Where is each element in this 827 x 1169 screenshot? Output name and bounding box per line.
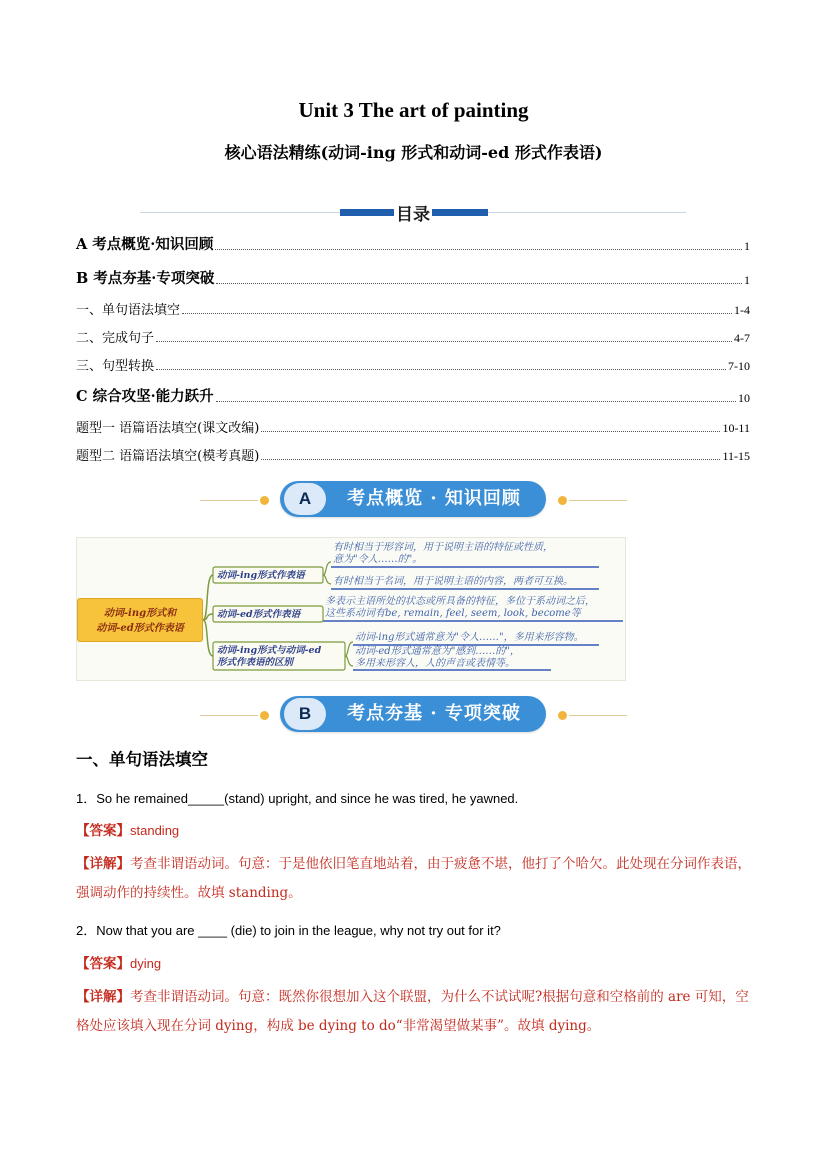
toc-leader-dots bbox=[182, 313, 732, 314]
banner-line-right bbox=[569, 715, 627, 716]
toc-entry-label: C 综合攻坚·能力跃升 bbox=[76, 388, 214, 405]
mindmap-note: 多表示主语所处的状态或所具备的特征，多位于系动词之后， bbox=[325, 596, 595, 607]
toc-leader-dots bbox=[216, 401, 736, 402]
toc-entry-page: 1 bbox=[744, 273, 750, 287]
detail-2 bbox=[76, 983, 752, 1041]
section-banner-b bbox=[200, 694, 626, 738]
banner-line-right bbox=[569, 500, 627, 501]
banner-letter: B bbox=[284, 698, 326, 730]
toc-entry-page: 1-4 bbox=[734, 303, 750, 317]
toc-entry[interactable] bbox=[76, 298, 750, 318]
mindmap-branch-ing: 动词-ing形式作表语 bbox=[217, 570, 305, 581]
toc-leader-dots bbox=[261, 431, 720, 432]
mindmap-root-line1: 动词-ing形式和 bbox=[103, 608, 177, 619]
mindmap-note: 有时相当于形容词，用于说明主语的特征或性质， bbox=[333, 542, 553, 553]
banner-text: 考点夯基 · 专项突破 bbox=[347, 703, 521, 724]
banner-dot-left bbox=[260, 711, 269, 720]
banner-dot-right bbox=[558, 496, 567, 505]
banner-pill bbox=[280, 696, 546, 732]
answer-tag: 【答案】 bbox=[76, 956, 130, 972]
toc-heading-label: 目录 bbox=[396, 205, 430, 225]
toc-entry-page: 10 bbox=[738, 391, 750, 405]
banner-dot-right bbox=[558, 711, 567, 720]
toc-entry-label: A 考点概览·知识回顾 bbox=[76, 236, 214, 253]
toc-entry-label: 题型一 语篇语法填空(课文改编) bbox=[76, 421, 260, 436]
toc-leader-dots bbox=[261, 459, 720, 460]
section-banner-a bbox=[200, 479, 626, 523]
answer-tag: 【答案】 bbox=[76, 823, 130, 839]
toc-entry[interactable] bbox=[76, 354, 750, 374]
toc-entry-page: 10-11 bbox=[722, 421, 750, 435]
question-1: 1．So he remained_____(stand) upright, and since he was tired, he yawned. bbox=[76, 791, 519, 806]
mindmap-root bbox=[77, 598, 203, 642]
mindmap-note: 意为"令人……的"。 bbox=[333, 554, 423, 565]
answer-1 bbox=[76, 816, 752, 846]
mindmap-note: 这些系动词有be, remain, feel, seem, look, become等 bbox=[325, 608, 581, 619]
toc-entry[interactable] bbox=[76, 326, 750, 346]
banner-dot-left bbox=[260, 496, 269, 505]
answer-value: dying bbox=[130, 956, 162, 971]
mindmap-note: 动词-ed形式通常意为"感到……的"， bbox=[355, 646, 520, 657]
mindmap-branch-diff-line2: 形式作表语的区别 bbox=[217, 657, 294, 668]
answer-value: standing bbox=[130, 823, 180, 838]
detail-text: 考查非谓语动词。句意：既然你很想加入这个联盟，为什么不试试呢?根据句意和空格前的 are 可知，空格处应该填入现在分词 dying，构成 be dying to do“非常渴望做某事”。故填 dying。 bbox=[76, 989, 749, 1034]
detail-1 bbox=[76, 850, 752, 908]
section-heading: 一、单句语法填空 bbox=[76, 750, 208, 769]
toc-heading bbox=[140, 200, 686, 224]
mindmap-branch-ed: 动词-ed形式作表语 bbox=[217, 609, 301, 620]
toc-entry-page: 11-15 bbox=[722, 449, 750, 463]
mindmap-branch-diff-line1: 动词-ing形式与动词-ed bbox=[217, 645, 322, 656]
detail-tag: 【详解】 bbox=[76, 856, 130, 872]
toc-entry-label: 三、句型转换 bbox=[76, 359, 155, 374]
toc-entry-label: 一、单句语法填空 bbox=[76, 303, 181, 318]
toc-entry[interactable] bbox=[76, 386, 750, 406]
detail-text: 考查非谓语动词。句意：于是他依旧笔直地站着，由于疲惫不堪，他打了个哈欠。此处现在分词作表语，强调动作的持续性。故填 standing。 bbox=[76, 856, 751, 901]
toc-entry-label: 二、完成句子 bbox=[76, 331, 155, 346]
detail-tag: 【详解】 bbox=[76, 989, 130, 1005]
mindmap-note: 动词-ing形式通常意为"令人……"，多用来形容物。 bbox=[355, 632, 584, 643]
toc-entry[interactable] bbox=[76, 416, 750, 436]
toc-entry-page: 7-10 bbox=[728, 359, 750, 373]
document-subtitle: 核心语法精练(动词-ing 形式和动词-ed 形式作表语) bbox=[224, 143, 603, 162]
toc-entry[interactable] bbox=[76, 444, 750, 464]
toc-entry[interactable] bbox=[76, 268, 750, 288]
toc-entry[interactable] bbox=[76, 234, 750, 254]
toc-entry-label: B 考点夯基·专项突破 bbox=[76, 270, 215, 287]
banner-line-left bbox=[200, 715, 258, 716]
toc-leader-dots bbox=[156, 369, 726, 370]
grammar-mindmap bbox=[76, 537, 626, 681]
toc-leader-dots bbox=[216, 283, 742, 284]
mindmap-root-line2: 动词-ed形式作表语 bbox=[96, 623, 184, 634]
mindmap-note: 有时相当于名词，用于说明主语的内容，两者可互换。 bbox=[333, 576, 573, 587]
answer-2 bbox=[76, 949, 752, 979]
toc-leader-dots bbox=[156, 341, 732, 342]
banner-line-left bbox=[200, 500, 258, 501]
toc-entry-page: 1 bbox=[744, 239, 750, 253]
toc-entry-page: 4-7 bbox=[734, 331, 750, 345]
toc-entry-label: 题型二 语篇语法填空(模考真题) bbox=[76, 449, 260, 464]
banner-pill bbox=[280, 481, 546, 517]
banner-letter: A bbox=[284, 483, 326, 515]
document-title: Unit 3 The art of painting bbox=[298, 98, 529, 122]
toc-leader-dots bbox=[215, 249, 742, 250]
banner-text: 考点概览 · 知识回顾 bbox=[347, 488, 521, 509]
question-2: 2．Now that you are ____ (die) to join in the league, why not try out for it? bbox=[76, 923, 501, 938]
mindmap-note: 多用来形容人，人的声音或表情等。 bbox=[355, 658, 515, 669]
